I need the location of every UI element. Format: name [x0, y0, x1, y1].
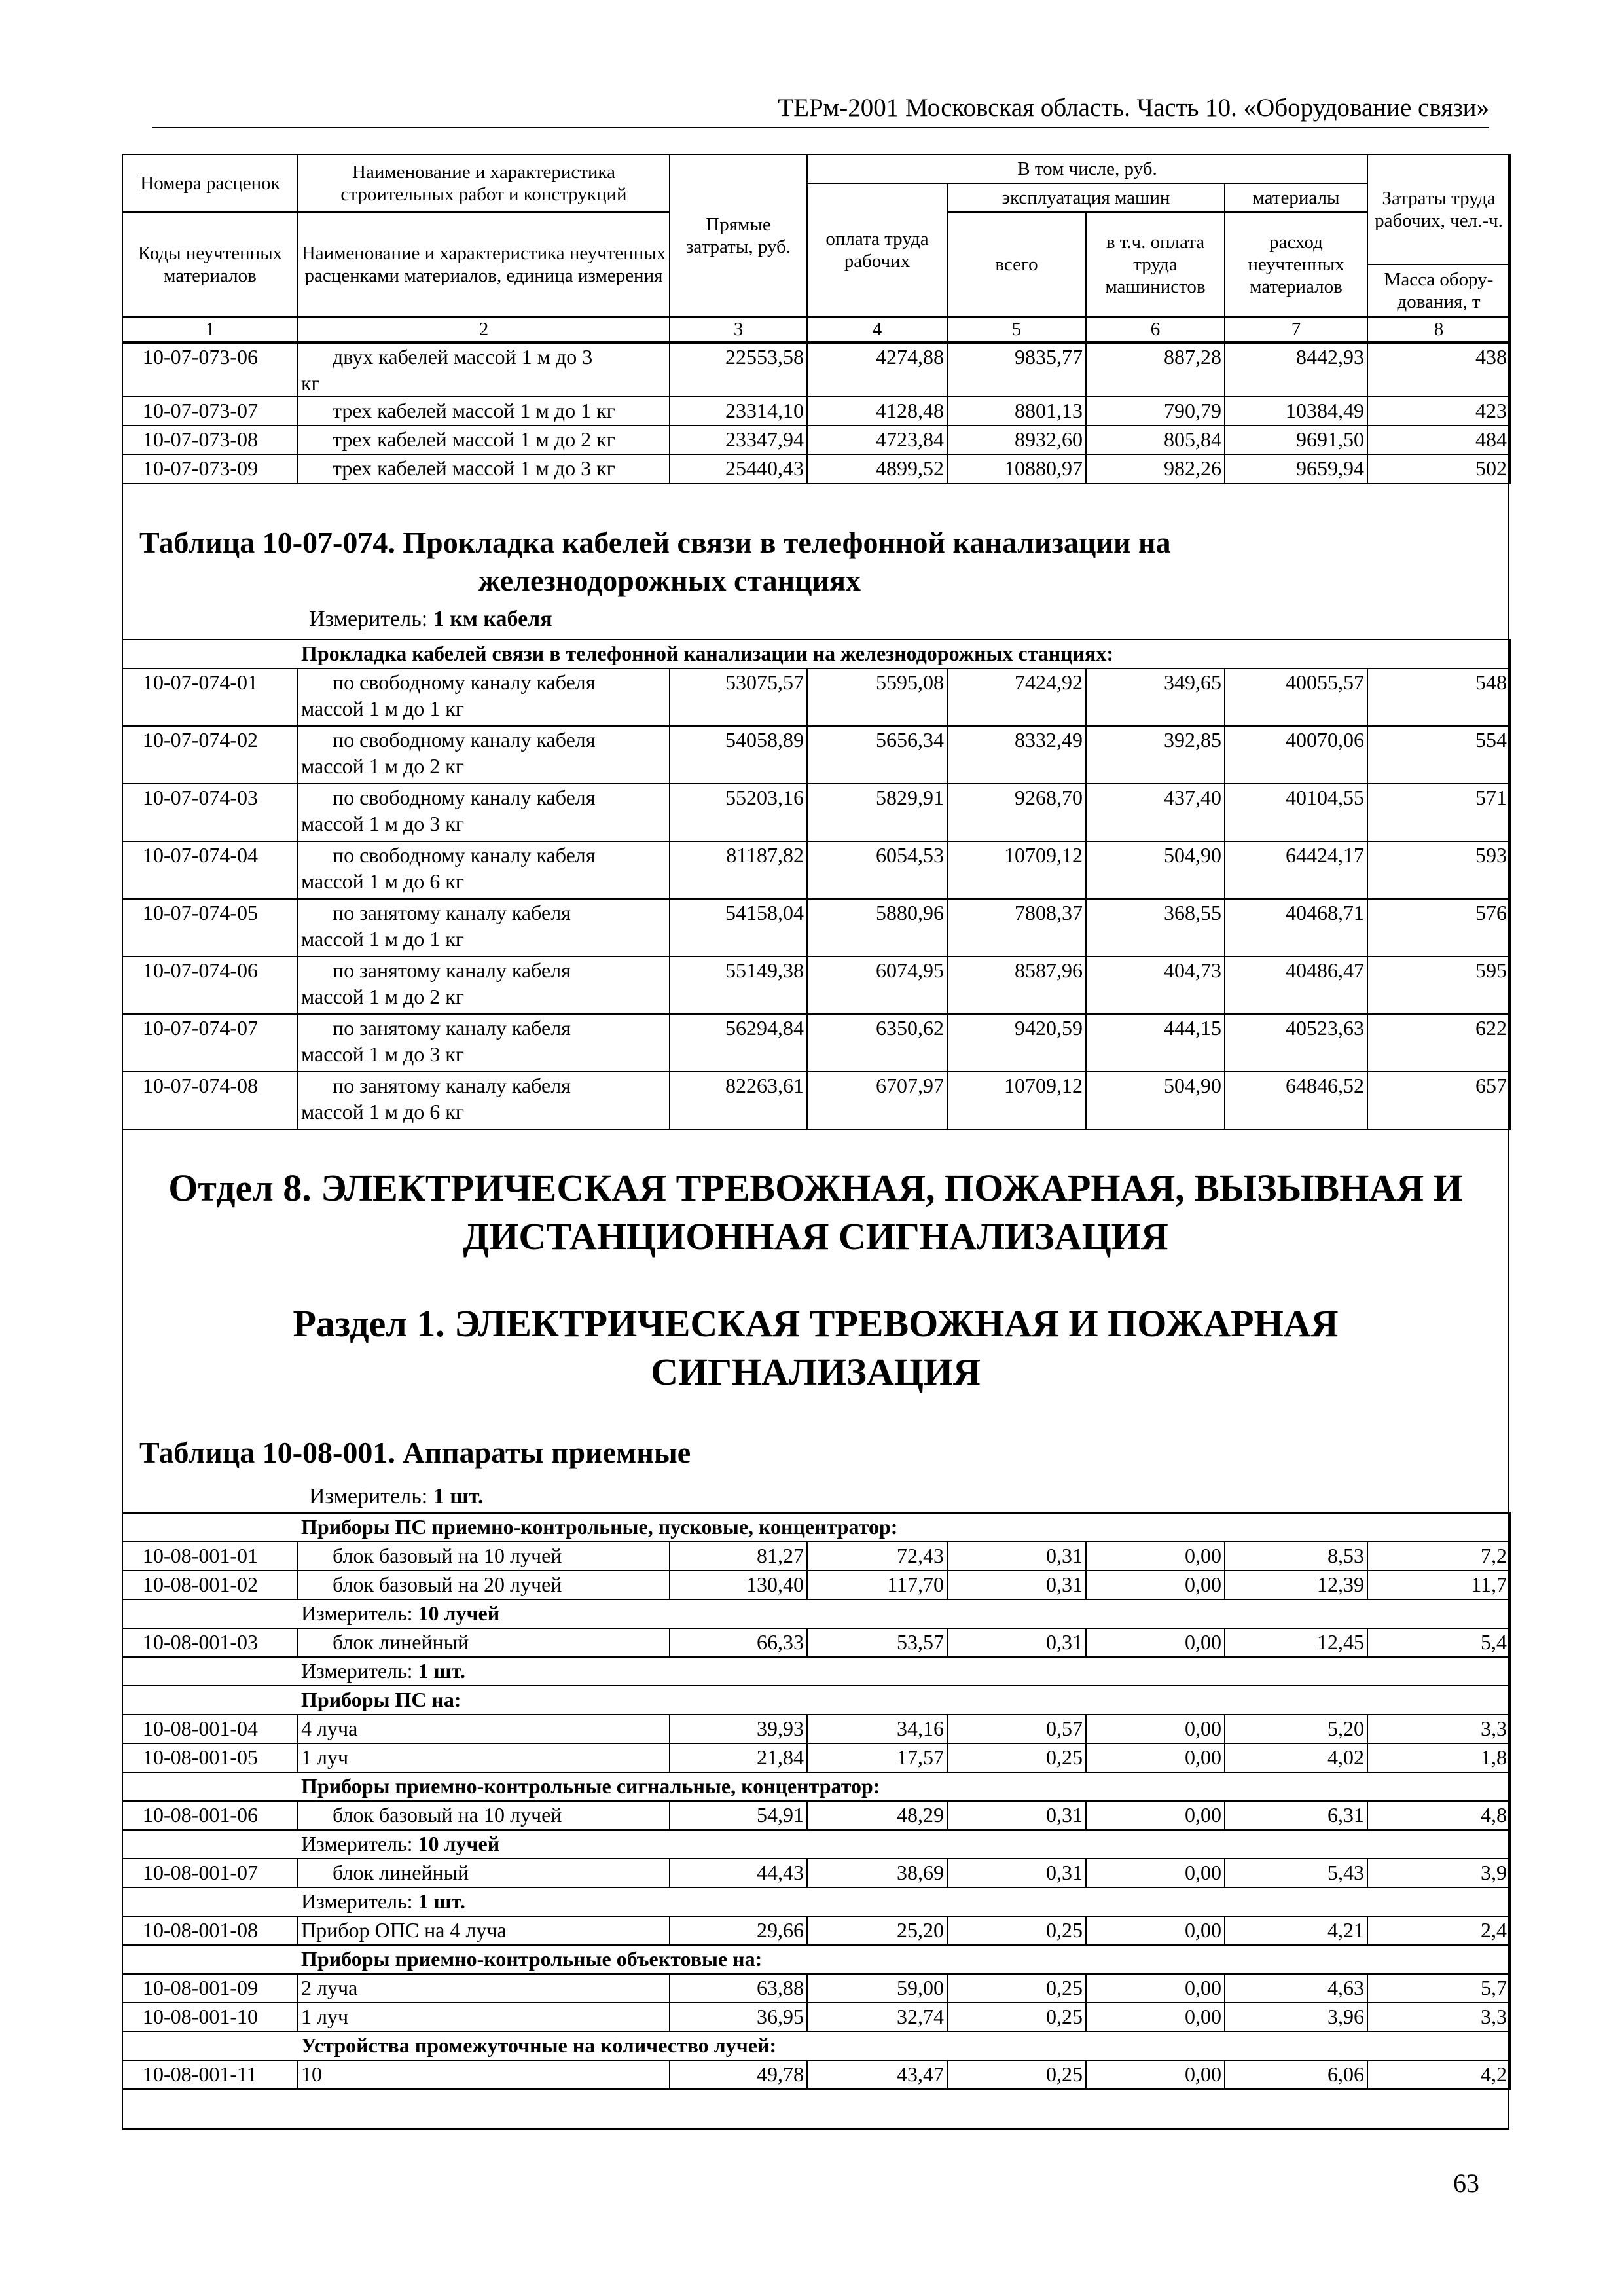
operator-pay: 982,26: [1086, 454, 1225, 483]
meter-row: [122, 1887, 1510, 1916]
machine-total: 0,25: [947, 1743, 1086, 1772]
col-number: 4: [807, 317, 947, 342]
rate-name: [298, 343, 670, 397]
rate-name-line1: по свободному каналу кабеля: [333, 670, 596, 694]
meter-value: 1 шт.: [418, 1889, 465, 1913]
rate-name-line2: кг: [301, 371, 320, 395]
table-08-001: [122, 1512, 1511, 2090]
labor-pay: 6054,53: [807, 841, 947, 899]
rate-name: 4 луча: [298, 1715, 670, 1743]
meter-cell: [122, 1599, 1510, 1628]
rate-code: 10-08-001-01: [122, 1542, 298, 1571]
rate-name-line2: массой 1 м до 2 кг: [301, 754, 464, 778]
labor-pay: 5829,91: [807, 784, 947, 841]
meter-cell: [122, 1657, 1510, 1686]
table-08-001-meter: [309, 1482, 484, 1511]
operator-pay: 437,40: [1086, 784, 1225, 841]
direct-costs: 21,84: [670, 1743, 807, 1772]
operator-pay: 0,00: [1086, 2060, 1225, 2089]
operator-pay: 0,00: [1086, 1743, 1225, 1772]
rate-name: [298, 726, 670, 784]
rate-name: 1 луч: [298, 2003, 670, 2032]
machine-total: 8932,60: [947, 426, 1086, 454]
labor-pay: 5595,08: [807, 668, 947, 726]
table-074: [122, 639, 1511, 669]
rate-name-line1: по занятому каналу кабеля: [333, 1074, 571, 1097]
direct-costs: 36,95: [670, 2003, 807, 2032]
materials: 4,21: [1225, 1916, 1367, 1945]
machine-total: 0,31: [947, 1571, 1086, 1599]
rate-code: 10-07-073-08: [122, 426, 298, 454]
meter-row: [122, 1657, 1510, 1686]
rate-name-line2: массой 1 м до 1 кг: [301, 697, 464, 720]
rate-name-line2: массой 1 м до 1 кг: [301, 927, 464, 951]
labor-pay: 34,16: [807, 1715, 947, 1743]
rate-code: 10-08-001-06: [122, 1801, 298, 1830]
machine-total: 0,25: [947, 2003, 1086, 2032]
machine-total: 0,31: [947, 1801, 1086, 1830]
col-number: 2: [298, 317, 670, 342]
group-title: Устройства промежуточные на количество лучей:: [122, 2032, 1510, 2060]
materials: 40523,63: [1225, 1014, 1367, 1072]
rate-name: [298, 1014, 670, 1072]
table-row: [122, 426, 1510, 454]
rate-name: блок линейный: [298, 1859, 670, 1887]
operator-pay: 0,00: [1086, 1715, 1225, 1743]
direct-costs: 53075,57: [670, 668, 807, 726]
direct-costs: 130,40: [670, 1571, 807, 1599]
table-row: [122, 1072, 1510, 1129]
group-title: Приборы ПС приемно-контрольные, пусковые, концентратор:: [122, 1513, 1510, 1542]
machine-total: 0,25: [947, 1916, 1086, 1945]
rate-code: 10-07-073-09: [122, 454, 298, 483]
operator-pay: 0,00: [1086, 2003, 1225, 2032]
table-074-title: [139, 524, 1501, 600]
operator-pay: 0,00: [1086, 1974, 1225, 2003]
operator-pay: 887,28: [1086, 343, 1225, 397]
table-row: [122, 1916, 1510, 1945]
labor-pay: 17,57: [807, 1743, 947, 1772]
group-row: [122, 2032, 1510, 2060]
col-name-top: Наименование и характеристика строительных работ и конструкций: [298, 155, 670, 212]
table-08-001-title: Таблица 10-08-001. Аппараты приемные: [139, 1436, 691, 1469]
labor-costs: 576: [1367, 899, 1510, 957]
col-direct-costs: Прямые затраты, руб.: [670, 155, 807, 317]
rate-name-line1: по свободному каналу кабеля: [333, 728, 596, 752]
page-number: 63: [1453, 2168, 1479, 2198]
section-title: Прокладка кабелей связи в телефонной канализации на железнодорожных станциях:: [122, 640, 1510, 668]
materials: 40468,71: [1225, 899, 1367, 957]
table-row: [122, 784, 1510, 841]
labor-pay: 72,43: [807, 1542, 947, 1571]
meter-value: 10 лучей: [418, 1601, 500, 1625]
labor-pay: 4274,88: [807, 343, 947, 397]
rate-name: трех кабелей массой 1 м до 2 кг: [298, 426, 670, 454]
labor-pay: 6074,95: [807, 957, 947, 1014]
labor-pay: 32,74: [807, 2003, 947, 2032]
column-header-table: [122, 154, 1511, 342]
rate-name-line2: массой 1 м до 6 кг: [301, 1100, 464, 1123]
machine-total: 7424,92: [947, 668, 1086, 726]
rate-name: Прибор ОПС на 4 луча: [298, 1916, 670, 1945]
meter-value: 1 шт.: [433, 1484, 484, 1508]
group-title: Приборы приемно-контрольные объектовые на:: [122, 1945, 1510, 1974]
rate-name: блок базовый на 10 лучей: [298, 1542, 670, 1571]
group-row: [122, 1945, 1510, 1974]
operator-pay: 504,90: [1086, 1072, 1225, 1129]
labor-pay: 53,57: [807, 1628, 947, 1657]
group-row: [122, 1772, 1510, 1801]
machine-total: 8587,96: [947, 957, 1086, 1014]
machine-total: 8332,49: [947, 726, 1086, 784]
col-name-bottom: Наименование и характеристика неучтенных расценками материалов, единица измерения: [298, 212, 670, 317]
rate-name-line2: массой 1 м до 3 кг: [301, 1042, 464, 1066]
division-heading-line1: Отдел 8. ЭЛЕКТРИЧЕСКАЯ ТРЕВОЖНАЯ, ПОЖАРНАЯ, ВЫЗЫВНАЯ И: [168, 1167, 1463, 1209]
operator-pay: 0,00: [1086, 1542, 1225, 1571]
meter-label: Измеритель:: [301, 1601, 413, 1625]
col-number: 1: [122, 317, 298, 342]
labor-pay: 43,47: [807, 2060, 947, 2089]
operator-pay: 790,79: [1086, 397, 1225, 426]
labor-costs: 11,7: [1367, 1571, 1510, 1599]
rate-name-line1: по занятому каналу кабеля: [333, 958, 571, 982]
table-row: [122, 957, 1510, 1014]
direct-costs: 23347,94: [670, 426, 807, 454]
machine-total: 9420,59: [947, 1014, 1086, 1072]
labor-costs: 423: [1367, 397, 1510, 426]
rate-code: 10-07-074-07: [122, 1014, 298, 1072]
direct-costs: 56294,84: [670, 1014, 807, 1072]
rate-name-line2: массой 1 м до 2 кг: [301, 985, 464, 1008]
col-including: В том числе, руб.: [807, 155, 1367, 183]
direct-costs: 63,88: [670, 1974, 807, 2003]
machine-total: 10880,97: [947, 454, 1086, 483]
table-row: [122, 343, 1510, 397]
rate-code: 10-08-001-02: [122, 1571, 298, 1599]
meter-cell: [122, 1830, 1510, 1859]
rate-name: [298, 899, 670, 957]
materials: 9659,94: [1225, 454, 1367, 483]
materials: 64846,52: [1225, 1072, 1367, 1129]
table-074-body: [122, 668, 1511, 1130]
table-row: [122, 1974, 1510, 2003]
rate-name-line1: по занятому каналу кабеля: [333, 901, 571, 924]
direct-costs: 39,93: [670, 1715, 807, 1743]
materials: 40104,55: [1225, 784, 1367, 841]
col-codes: Коды неучтенных материалов: [122, 212, 298, 317]
direct-costs: 81187,82: [670, 841, 807, 899]
direct-costs: 29,66: [670, 1916, 807, 1945]
labor-costs: 484: [1367, 426, 1510, 454]
labor-costs: 502: [1367, 454, 1510, 483]
rate-name: [298, 668, 670, 726]
section-heading-line1: Раздел 1. ЭЛЕКТРИЧЕСКАЯ ТРЕВОЖНАЯ И ПОЖАРНАЯ: [293, 1302, 1339, 1345]
direct-costs: 55203,16: [670, 784, 807, 841]
labor-pay: 59,00: [807, 1974, 947, 2003]
rate-name: блок линейный: [298, 1628, 670, 1657]
meter-label: Измеритель:: [301, 1889, 413, 1913]
table-row: [122, 726, 1510, 784]
rate-name: [298, 1072, 670, 1129]
rate-code: 10-08-001-04: [122, 1715, 298, 1743]
table-row: [122, 1542, 1510, 1571]
direct-costs: 66,33: [670, 1628, 807, 1657]
labor-pay: 25,20: [807, 1916, 947, 1945]
rate-code: 10-07-074-06: [122, 957, 298, 1014]
machine-total: 0,25: [947, 1974, 1086, 2003]
col-number: 5: [947, 317, 1086, 342]
labor-costs: 4,2: [1367, 2060, 1510, 2089]
operator-pay: 504,90: [1086, 841, 1225, 899]
col-operator-pay: в т.ч. оплата труда машинистов: [1086, 212, 1225, 317]
rate-name: блок базовый на 10 лучей: [298, 1801, 670, 1830]
col-unaccounted-materials: расход неучтенных материалов: [1225, 212, 1367, 317]
machine-total: 0,25: [947, 2060, 1086, 2089]
labor-costs: 593: [1367, 841, 1510, 899]
col-machine-ops: эксплуатация машин: [947, 183, 1225, 212]
rate-code: 10-08-001-09: [122, 1974, 298, 2003]
table-row: [122, 454, 1510, 483]
division-heading-line2: ДИСТАНЦИОННАЯ СИГНАЛИЗАЦИЯ: [463, 1215, 1168, 1258]
group-title: Приборы ПС на:: [122, 1686, 1510, 1715]
rate-name-line2: массой 1 м до 3 кг: [301, 812, 464, 835]
rate-name: 2 луча: [298, 1974, 670, 2003]
labor-pay: 4128,48: [807, 397, 947, 426]
materials: 9691,50: [1225, 426, 1367, 454]
direct-costs: 81,27: [670, 1542, 807, 1571]
labor-costs: 3,9: [1367, 1859, 1510, 1887]
direct-costs: 82263,61: [670, 1072, 807, 1129]
rate-name: [298, 841, 670, 899]
operator-pay: 392,85: [1086, 726, 1225, 784]
rate-code: 10-08-001-07: [122, 1859, 298, 1887]
labor-costs: 548: [1367, 668, 1510, 726]
operator-pay: 404,73: [1086, 957, 1225, 1014]
materials: 40486,47: [1225, 957, 1367, 1014]
materials: 4,02: [1225, 1743, 1367, 1772]
rate-name-line1: по свободному каналу кабеля: [333, 786, 596, 809]
machine-total: 9268,70: [947, 784, 1086, 841]
table-row: [122, 899, 1510, 957]
rate-code: 10-08-001-10: [122, 2003, 298, 2032]
rate-name: трех кабелей массой 1 м до 1 кг: [298, 397, 670, 426]
table-row: [122, 1628, 1510, 1657]
rate-name: [298, 784, 670, 841]
machine-total: 0,57: [947, 1715, 1086, 1743]
labor-costs: 622: [1367, 1014, 1510, 1072]
table-row: [122, 841, 1510, 899]
materials: 4,63: [1225, 1974, 1367, 2003]
rate-name: трех кабелей массой 1 м до 3 кг: [298, 454, 670, 483]
labor-costs: 3,3: [1367, 1715, 1510, 1743]
table-074-title-line2: железнодорожных станциях: [478, 564, 861, 597]
meter-cell: [122, 1887, 1510, 1916]
running-header: ТЕРм-2001 Московская область. Часть 10. «Оборудование связи»: [152, 92, 1489, 128]
rate-name-line1: двух кабелей массой 1 м до 3: [333, 345, 593, 369]
group-title: Приборы приемно-контрольные сигнальные, концентратор:: [122, 1772, 1510, 1801]
meter-label: Измеритель:: [309, 1484, 428, 1508]
rate-code: 10-07-074-04: [122, 841, 298, 899]
table-row: [122, 397, 1510, 426]
direct-costs: 54058,89: [670, 726, 807, 784]
materials: 64424,17: [1225, 841, 1367, 899]
labor-costs: 1,8: [1367, 1743, 1510, 1772]
direct-costs: 49,78: [670, 2060, 807, 2089]
rate-code: 10-08-001-03: [122, 1628, 298, 1657]
labor-costs: 4,8: [1367, 1801, 1510, 1830]
materials: 12,39: [1225, 1571, 1367, 1599]
direct-costs: 25440,43: [670, 454, 807, 483]
rate-code: 10-07-074-02: [122, 726, 298, 784]
labor-pay: 6350,62: [807, 1014, 947, 1072]
operator-pay: 0,00: [1086, 1916, 1225, 1945]
materials: 8442,93: [1225, 343, 1367, 397]
labor-pay: 48,29: [807, 1801, 947, 1830]
machine-total: 0,31: [947, 1859, 1086, 1887]
rate-code: 10-08-001-05: [122, 1743, 298, 1772]
rate-code: 10-07-074-03: [122, 784, 298, 841]
machine-total: 10709,12: [947, 841, 1086, 899]
labor-costs: 657: [1367, 1072, 1510, 1129]
meter-label: Измеритель:: [301, 1659, 413, 1683]
operator-pay: 0,00: [1086, 1571, 1225, 1599]
rate-code: 10-08-001-08: [122, 1916, 298, 1945]
labor-costs: 3,3: [1367, 2003, 1510, 2032]
table-074-meter: [309, 605, 552, 634]
materials: 10384,49: [1225, 397, 1367, 426]
rate-code: 10-07-073-06: [122, 343, 298, 397]
labor-costs: 595: [1367, 957, 1510, 1014]
meter-row: [122, 1830, 1510, 1859]
direct-costs: 23314,10: [670, 397, 807, 426]
direct-costs: 22553,58: [670, 343, 807, 397]
operator-pay: 805,84: [1086, 426, 1225, 454]
materials: 8,53: [1225, 1542, 1367, 1571]
meter-value: 1 шт.: [418, 1659, 465, 1683]
table-row: [122, 2060, 1510, 2089]
labor-pay: 5656,34: [807, 726, 947, 784]
materials: 6,31: [1225, 1801, 1367, 1830]
rate-name-line1: по занятому каналу кабеля: [333, 1016, 571, 1040]
table-074-title-line1: Таблица 10-07-074. Прокладка кабелей связи в телефонной канализации на: [139, 526, 1171, 559]
materials: 40070,06: [1225, 726, 1367, 784]
rate-name-line2: массой 1 м до 6 кг: [301, 869, 464, 893]
rate-name: блок базовый на 20 лучей: [298, 1571, 670, 1599]
labor-costs: 571: [1367, 784, 1510, 841]
operator-pay: 0,00: [1086, 1628, 1225, 1657]
table-row: [122, 1014, 1510, 1072]
direct-costs: 54158,04: [670, 899, 807, 957]
group-row: [122, 1513, 1510, 1542]
section-row: [122, 640, 1510, 668]
rate-code: 10-08-001-11: [122, 2060, 298, 2089]
materials: 3,96: [1225, 2003, 1367, 2032]
section-heading: [122, 1300, 1509, 1396]
labor-pay: 4723,84: [807, 426, 947, 454]
direct-costs: 55149,38: [670, 957, 807, 1014]
rate-name: 10: [298, 2060, 670, 2089]
materials: 5,43: [1225, 1859, 1367, 1887]
section-heading-line2: СИГНАЛИЗАЦИЯ: [651, 1351, 981, 1393]
labor-pay: 117,70: [807, 1571, 947, 1599]
rate-code: 10-07-073-07: [122, 397, 298, 426]
materials: 5,20: [1225, 1715, 1367, 1743]
direct-costs: 44,43: [670, 1859, 807, 1887]
rate-name-line1: по свободному каналу кабеля: [333, 843, 596, 867]
operator-pay: 0,00: [1086, 1859, 1225, 1887]
table-row: [122, 1801, 1510, 1830]
machine-total: 9835,77: [947, 343, 1086, 397]
group-row: [122, 1686, 1510, 1715]
labor-costs: 5,7: [1367, 1974, 1510, 2003]
operator-pay: 368,55: [1086, 899, 1225, 957]
col-total: всего: [947, 212, 1086, 317]
machine-total: 8801,13: [947, 397, 1086, 426]
meter-label: Измеритель:: [309, 607, 428, 631]
machine-total: 0,31: [947, 1542, 1086, 1571]
table-row: [122, 1571, 1510, 1599]
col-number: 8: [1367, 317, 1510, 342]
rate-code: 10-07-074-05: [122, 899, 298, 957]
col-number: 3: [670, 317, 807, 342]
table-row: [122, 1715, 1510, 1743]
rate-name: [298, 957, 670, 1014]
meter-value: 1 км кабеля: [433, 607, 552, 631]
machine-total: 10709,12: [947, 1072, 1086, 1129]
table-row: [122, 668, 1510, 726]
machine-total: 0,31: [947, 1628, 1086, 1657]
machine-total: 7808,37: [947, 899, 1086, 957]
labor-pay: 4899,52: [807, 454, 947, 483]
operator-pay: 444,15: [1086, 1014, 1225, 1072]
materials: 40055,57: [1225, 668, 1367, 726]
meter-row: [122, 1599, 1510, 1628]
col-labor-pay: оплата труда рабочих: [807, 183, 947, 317]
rate-code: 10-07-074-01: [122, 668, 298, 726]
meter-value: 10 лучей: [418, 1832, 500, 1855]
rate-code: 10-07-074-08: [122, 1072, 298, 1129]
table-074-rows: [122, 668, 1510, 1129]
materials: 12,45: [1225, 1628, 1367, 1657]
labor-pay: 6707,97: [807, 1072, 947, 1129]
table-row: [122, 1859, 1510, 1887]
col-materials: материалы: [1225, 183, 1367, 212]
labor-costs: 554: [1367, 726, 1510, 784]
division-heading: [122, 1164, 1509, 1261]
rate-name: 1 луч: [298, 1743, 670, 1772]
materials: 6,06: [1225, 2060, 1367, 2089]
col-labor-costs: Затраты труда рабочих, чел.-ч.: [1367, 155, 1510, 264]
operator-pay: 0,00: [1086, 1801, 1225, 1830]
labor-costs: 5,4: [1367, 1628, 1510, 1657]
labor-pay: 38,69: [807, 1859, 947, 1887]
table-073: [122, 342, 1511, 484]
operator-pay: 349,65: [1086, 668, 1225, 726]
table-row: [122, 2003, 1510, 2032]
direct-costs: 54,91: [670, 1801, 807, 1830]
labor-pay: 5880,96: [807, 899, 947, 957]
labor-costs: 438: [1367, 343, 1510, 397]
meter-label: Измеритель:: [301, 1832, 413, 1855]
table-row: [122, 1743, 1510, 1772]
col-number: 6: [1086, 317, 1225, 342]
col-rate-numbers: Номера расценок: [122, 155, 298, 212]
col-number: 7: [1225, 317, 1367, 342]
labor-costs: 7,2: [1367, 1542, 1510, 1571]
labor-costs: 2,4: [1367, 1916, 1510, 1945]
col-equipment-mass: Масса обору-дования, т: [1367, 264, 1510, 317]
